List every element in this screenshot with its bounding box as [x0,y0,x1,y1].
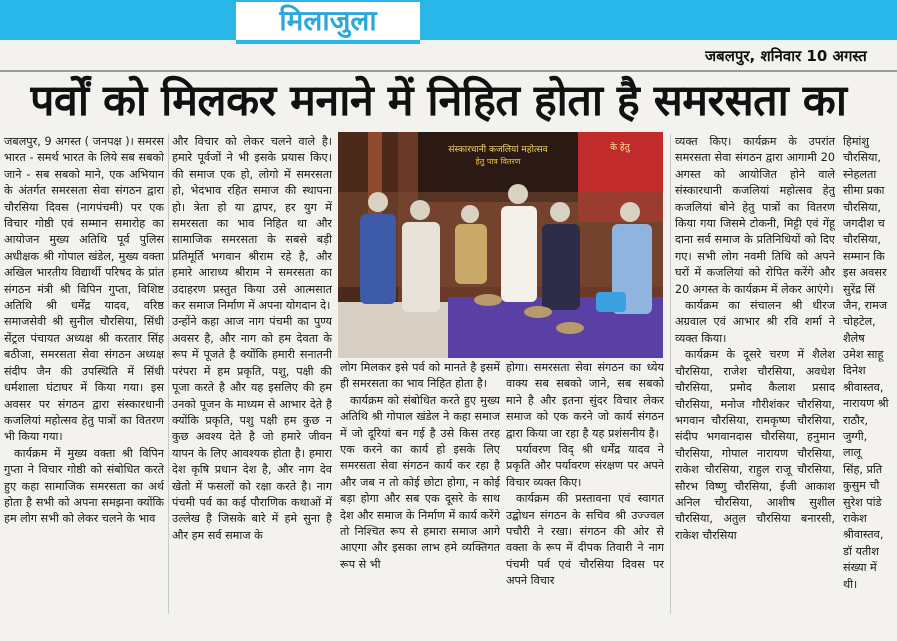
column-6-line: चौरसिया, [843,151,881,165]
column-3-paragraph-2: कार्यक्रम को संबोधित करते हुए मुख्य अतिथि श्री गोपाल खंडेल ने कहा समाज में जो दूरियां बन गई है उसे किस तरह एक करने का कार्य हो इसके लिए समरसता सेवा संगठन कार्य कर रहा है और जब न तो कोई छोटा होगा, न कोई बड़ा होगा और सब एक दूसरे के साथ देश और समाज के निर्माण में कार्य करेंगे तो निश्चित रूप से हमारा समाज आगे आएगा और इसका लाभ हमे व्यक्तिगत रूप से भी [340,393,500,571]
column-6-line: दिनेश [843,364,866,378]
column-4-paragraph-1: होगा। समरसता सेवा संगठन का ध्येय वाक्य सब सबको जाने, सब सबको माने है और इतना सुंदर विचार लेकर समाज को एक करने जो कार्य संगठन द्वारा किया जा रहा है यह प्रशंसनीय है। [506,361,664,440]
column-6-line: शैलेष [843,331,865,345]
column-6-line: सुरेंद्र सिं [843,282,876,296]
column-6-line: राठौर, [843,413,869,427]
column-6-line: चौरसिया, [843,233,881,247]
column-5-paragraph-3: कार्यक्रम के दूसरे चरण में शैलेश चौरसिया, राजेश चौरसिया, अवधेश चौरसिया, प्रमोद कैलाश प्रसाद चौरसिया, मनोज गौरीशंकर चौरसिया, भगवान चौरसिया, रामकृष्ण चौरसिया, संदीप भगवानदास चौरसिया, हनुमान चौरसिया, गोपाल नारायण चौरसिया, राकेश चौरसिया, राहुल राजू चौरसिया, सौरभ विष्णु चौरसिया, ईजी आकाश अनिल चौरसिया, आशीष सुशील चौरसिया, अतुल चौरसिया बनारसी, राकेश चौरसिया [675,348,835,542]
headline: पर्वों को मिलकर मनाने में निहित होता है समरसता का [30,76,847,126]
column-6-line: लालू [843,446,862,460]
column-6-line: चौरसिया, [843,200,881,214]
column-6-line: संख्या में [843,561,877,575]
column-6-line: सुरेश पांडे [843,495,882,509]
column-4-paragraph-2: पर्यावरण विद् श्री धर्मेंद्र यादव ने प्रकृति और पर्यावरण संरक्षण पर अपने विचार व्यक्त किए। [506,443,664,489]
column-5-paragraph-1: व्यक्त किए। कार्यक्रम के उपरांत समरसता सेवा संगठन द्वारा आगामी 20 अगस्त को आयोजित होने वाले संस्कारधानी कजलियां महोत्सव हेतु कजलियां बोने हेतु पात्रों का वितरण किया गया जिसमे टोकनी, मिट्टी एवं गेंहू दाना सर्व समाज के प्रतिनिधियों को दिए गए। सभी लोग नवमी तिथि को अपने घरों में कजलियां को रोपित करेंगे और 20 अगस्त के कार्यक्रम में लेकर आएंगे। [675,135,835,296]
section-header-band [0,0,897,40]
article-column-3 [340,360,500,614]
column-6-line: सीमा प्रका [843,184,885,198]
section-label-box [236,2,420,44]
column-6-line: राकेश [843,511,867,525]
article-column-5 [675,134,835,614]
column-6-line: श्रीवास्तव, [843,528,884,542]
column-1-paragraph-2: कार्यक्रम में मुख्य वक्ता श्री विपिन गुप्ता ने विचार गोष्ठी को संबोधित करते हुए कहा सामाजिक समरसता का अर्थ होता है सभी को अपना समझना क्योंकि हम लोग सभी को लेकर चलने के भाव [4,446,164,526]
column-6-line: हिमांशु [843,135,870,148]
article-column-6 [843,134,897,614]
column-divider [670,134,671,614]
column-2-paragraph-1: और विचार को लेकर चलने वाले है। हमारे पूर्वजों ने भी इसके प्रयास किए। की समाज एक हो, लोगो में समरसता हो, भेदभाव रहित समाज की स्थापना हो। त्रेता हो या द्वापर, हर युग में समरसता का भाव निहित था और सामाजिक समरसता के सबसे बड़ी प्रतिमूर्ति भगवान श्रीराम रहे है, और हमारे आराध्य श्रीराम ने समरसता का उदाहरण प्रस्तुत किया उसे आत्मसात कर समाज निर्माण में अपना योगदान दे। [172,135,332,313]
article-column-4 [506,360,664,614]
photo-banner-text-1: संस्कारधानी कजलियां महोत्सव [448,145,548,155]
column-6-line: थी। [843,577,858,591]
column-6-line: डॉ यतीश [843,544,879,558]
column-6-line: सम्मान कि [843,249,885,263]
section-title: मिलाजुला [279,4,377,37]
dateline: जबलपुर, शनिवार 10 अगस्त [705,47,867,65]
column-6-line: नारायण श्री [843,397,889,411]
column-2-paragraph-2: उन्होंने कहा आज नाग पंचमी का पुण्य अवसर है, और नाग को हम देवता के रूप में पूजते है क्योंकि हमारी सनातनी परंपरा में हम प्रकृति, पशु, पक्षी की पूजा करते है और यह इसलिए की हम उनको पूजन के माध्यम से आभार देते है क्योंकि प्रकृति, पशु पक्षी हम कुछ न कुछ अवश्य देते है जो हमारे जीवन यापन के लिए आवश्यक होता है। हमारा देश कृषि प्रधान देश है, और नाग देव खेतो में फसलों को रक्षा करते है। नाग पंचमी पर्व का कई पौराणिक कथाओं में उल्लेख है जिसके बारे में हमे सुना है और हम सर्व समाज के [172,315,332,542]
column-6-line: कुसुम चौ [843,479,880,493]
column-6-line: सिंह, प्रति [843,462,883,476]
column-6-line: जैन, रामज [843,298,888,312]
column-6-line: जुग्गी, [843,430,868,444]
column-6-line: जगदीश च [843,216,885,230]
column-6-line: उमेश साहू [843,348,884,362]
column-6-line: चोहटेल, [843,315,876,329]
event-photo [338,132,663,358]
column-divider [168,134,169,614]
column-1-paragraph-1: जबलपुर, 9 अगस्त ( जनपक्ष )। समरस भारत - समर्थ भारत के लिये सब सबको जाने - सब सबको माने, एक अभियान के अंतर्गत समरसता सेवा संगठन द्वारा चौरसिया दिवस (नागपंचमी) पर एक विचार गोष्ठी एवं सम्मान समारोह का आयोजन मुख्य अतिथि पूर्व पुलिस अधीक्षक श्री गोपाल खंडेल, मुख्य वक्ता अखिल भारतीय विद्यार्थी परिषद के प्रांत संगठन मंत्री श्री विपिन गुप्ता, विशिष्ट अतिथि श्री धर्मेंद्र यादव, वरिष्ठ समाजसेवी श्री सुनील चौरसिया, सिंधी सेंट्रल पंचायत अध्यक्ष श्री करतार सिंह बठीजा, समरसता सेवा संगठन अध्यक्ष संदीप जैन की उपस्थिति में सिंधी धर्मशाला घंटाघर में किया गया। इस अवसर पर संगठन द्वारा संस्कारधानी कजलियां महोत्सव हेतु पात्रों का वितरण भी किया गया। [4,135,164,444]
article-column-2 [172,134,332,614]
column-6-line: इस अवसर [843,266,887,280]
column-3-paragraph-1: लोग मिलकर इसे पर्व को मानते है इसमें ही समरसता का भाव निहित होता है। [340,361,500,391]
column-4-paragraph-3: कार्यक्रम की प्रस्तावना एवं स्वागत उद्बोधन संगठन के सचिव श्री उज्ज्वल पचौरी ने रखा। संगठन की ओर से वक्ता के रूप में दीपक तिवारी ने नाग पंचमी पर्व एवं चौरसिया दिवस पर अपने विचार [506,492,664,588]
article-column-1 [4,134,164,614]
photo-banner-text-2: हेतु पात्र वितरण [475,157,521,166]
column-5-paragraph-2: कार्यक्रम का संचालन श्री धीरज अग्रवाल एवं आभार श्री रवि शर्मा ने व्यक्त किया। [675,299,835,345]
photo-banner-text-3: के हेतु [610,143,630,153]
column-6-line: श्रीवास्तव, [843,380,884,394]
column-6-line: स्नेहलता [843,167,877,181]
